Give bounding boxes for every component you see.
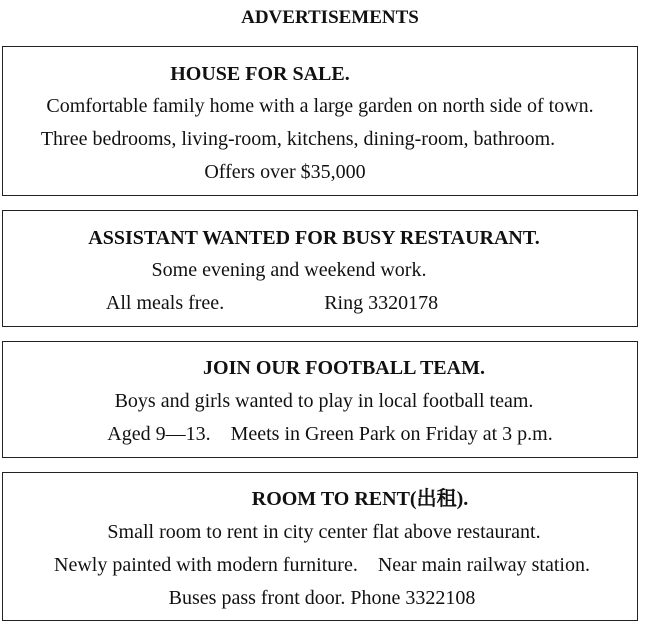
ad-line: Three bedrooms, living-room, kitchens, dining-room, bathroom. (40, 128, 556, 150)
ad-line: Boys and girls wanted to play in local football team. (114, 390, 534, 412)
ad-heading: ROOM TO RENT(出租). (251, 488, 469, 510)
ad-line: Some evening and weekend work. (151, 259, 427, 281)
ad-line: Comfortable family home with a large garden on north side of town. (46, 95, 594, 117)
page-title: ADVERTISEMENTS (241, 7, 419, 28)
ad-price: Offers over $35,000 (204, 161, 366, 183)
ad-room-to-rent (2, 472, 638, 621)
ad-heading: JOIN OUR FOOTBALL TEAM. (203, 357, 485, 379)
ad-line: Newly painted with modern furniture. Near main railway station. (54, 554, 590, 576)
ad-line: Small room to rent in city center flat above restaurant. (107, 521, 541, 543)
ad-house-for-sale (2, 46, 638, 196)
ad-line: Buses pass front door. Phone 3322108 (168, 587, 476, 609)
ad-heading: ASSISTANT WANTED FOR BUSY RESTAURANT. (88, 227, 540, 249)
ad-heading: HOUSE FOR SALE. (170, 63, 350, 85)
ad-line: Aged 9—13. Meets in Green Park on Friday at 3 p.m. (107, 423, 553, 445)
ad-football-team (2, 341, 638, 458)
ad-assistant-wanted (2, 210, 638, 327)
ad-line: All meals free. Ring 3320178 (105, 292, 439, 314)
